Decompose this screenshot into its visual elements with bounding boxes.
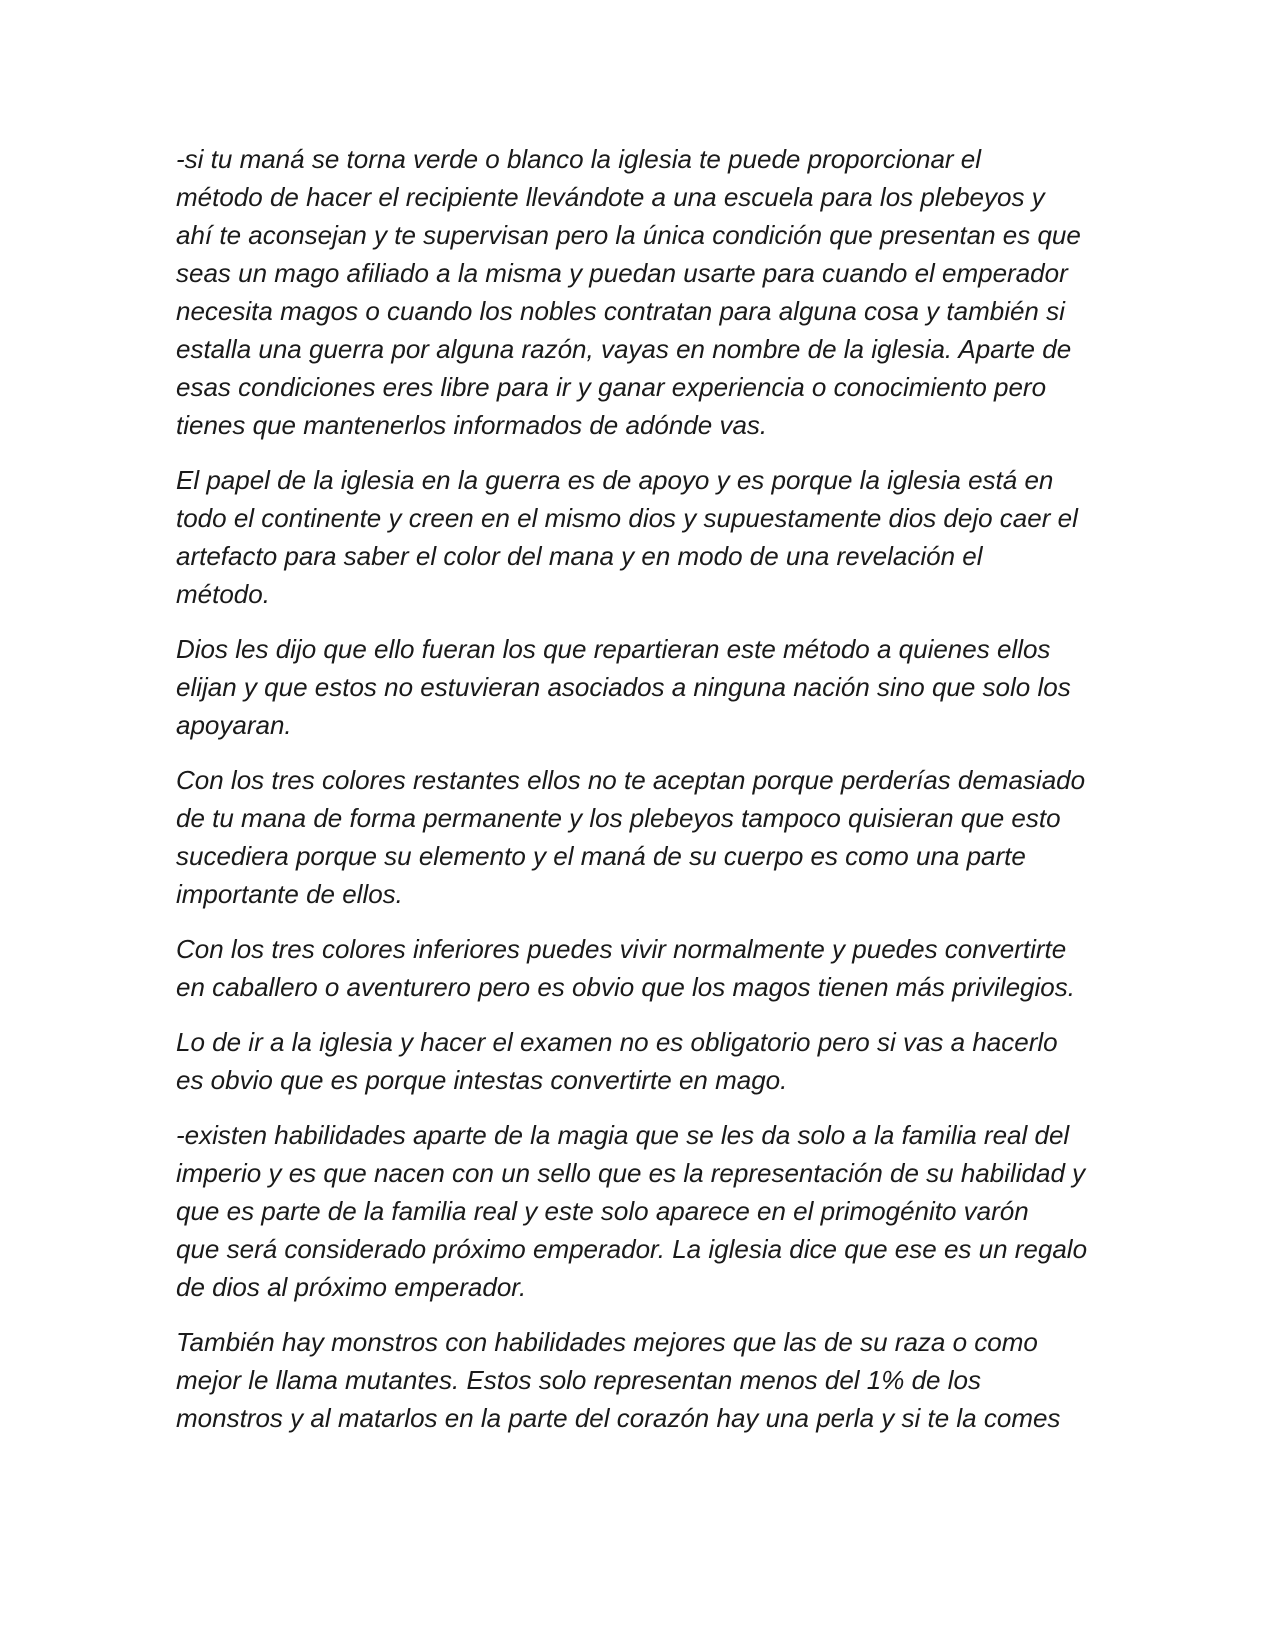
paragraph-3 xyxy=(176,630,1106,744)
text-line: método de hacer el recipiente llevándote a una escuela para los plebeyos y xyxy=(176,182,1045,212)
paragraph-6 xyxy=(176,1023,1106,1099)
text-line: También hay monstros con habilidades mejores que las de su raza o como xyxy=(176,1327,1038,1357)
text-line: Con los tres colores inferiores puedes vivir normalmente y puedes convertirte xyxy=(176,934,1067,964)
text-line: monstros y al matarlos en la parte del corazón hay una perla y si te la comes xyxy=(176,1403,1061,1433)
text-line: tienes que mantenerlos informados de adónde vas. xyxy=(176,410,768,440)
text-line: que es parte de la familia real y este solo aparece en el primogénito varón xyxy=(176,1196,1029,1226)
text-line: de tu mana de forma permanente y los plebeyos tampoco quisieran que esto xyxy=(176,803,1061,833)
paragraph-7 xyxy=(176,1116,1106,1306)
text-line: es obvio que es porque intestas convertirte en mago. xyxy=(176,1065,788,1095)
text-line: en caballero o aventurero pero es obvio que los magos tienen más privilegios. xyxy=(176,972,1075,1002)
text-line: artefacto para saber el color del mana y en modo de una revelación el xyxy=(176,541,983,571)
text-line: Dios les dijo que ello fueran los que repartieran este método a quienes ellos xyxy=(176,634,1051,664)
paragraph-5 xyxy=(176,930,1106,1006)
text-line: elijan y que estos no estuvieran asociados a ninguna nación sino que solo los xyxy=(176,672,1071,702)
text-line: mejor le llama mutantes. Estos solo representan menos del 1% de los xyxy=(176,1365,981,1395)
text-line: apoyaran. xyxy=(176,710,292,740)
text-line: imperio y es que nacen con un sello que es la representación de su habilidad y xyxy=(176,1158,1086,1188)
text-line: ahí te aconsejan y te supervisan pero la única condición que presentan es que xyxy=(176,220,1081,250)
text-line: El papel de la iglesia en la guerra es de apoyo y es porque la iglesia está en xyxy=(176,465,1054,495)
text-line: método. xyxy=(176,579,270,609)
text-line: de dios al próximo emperador. xyxy=(176,1272,527,1302)
text-line: necesita magos o cuando los nobles contratan para alguna cosa y también si xyxy=(176,296,1065,326)
paragraph-1 xyxy=(176,140,1106,444)
text-line: todo el continente y creen en el mismo dios y supuestamente dios dejo caer el xyxy=(176,503,1078,533)
paragraph-8 xyxy=(176,1323,1106,1437)
text-line: -existen habilidades aparte de la magia que se les da solo a la familia real del xyxy=(176,1120,1070,1150)
text-line: estalla una guerra por alguna razón, vayas en nombre de la iglesia. Aparte de xyxy=(176,334,1072,364)
text-line: esas condiciones eres libre para ir y ganar experiencia o conocimiento pero xyxy=(176,372,1047,402)
text-line: Con los tres colores restantes ellos no te aceptan porque perderías demasiado xyxy=(176,765,1086,795)
text-line: que será considerado próximo emperador. La iglesia dice que ese es un regalo xyxy=(176,1234,1088,1264)
paragraph-4 xyxy=(176,761,1106,913)
text-line: seas un mago afiliado a la misma y puedan usarte para cuando el emperador xyxy=(176,258,1068,288)
paragraph-2 xyxy=(176,461,1106,613)
text-line: sucediera porque su elemento y el maná de su cuerpo es como una parte xyxy=(176,841,1026,871)
document-page xyxy=(176,140,1106,1454)
text-line: importante de ellos. xyxy=(176,879,403,909)
text-line: Lo de ir a la iglesia y hacer el examen no es obligatorio pero si vas a hacerlo xyxy=(176,1027,1058,1057)
text-line: -si tu maná se torna verde o blanco la iglesia te puede proporcionar el xyxy=(176,144,982,174)
